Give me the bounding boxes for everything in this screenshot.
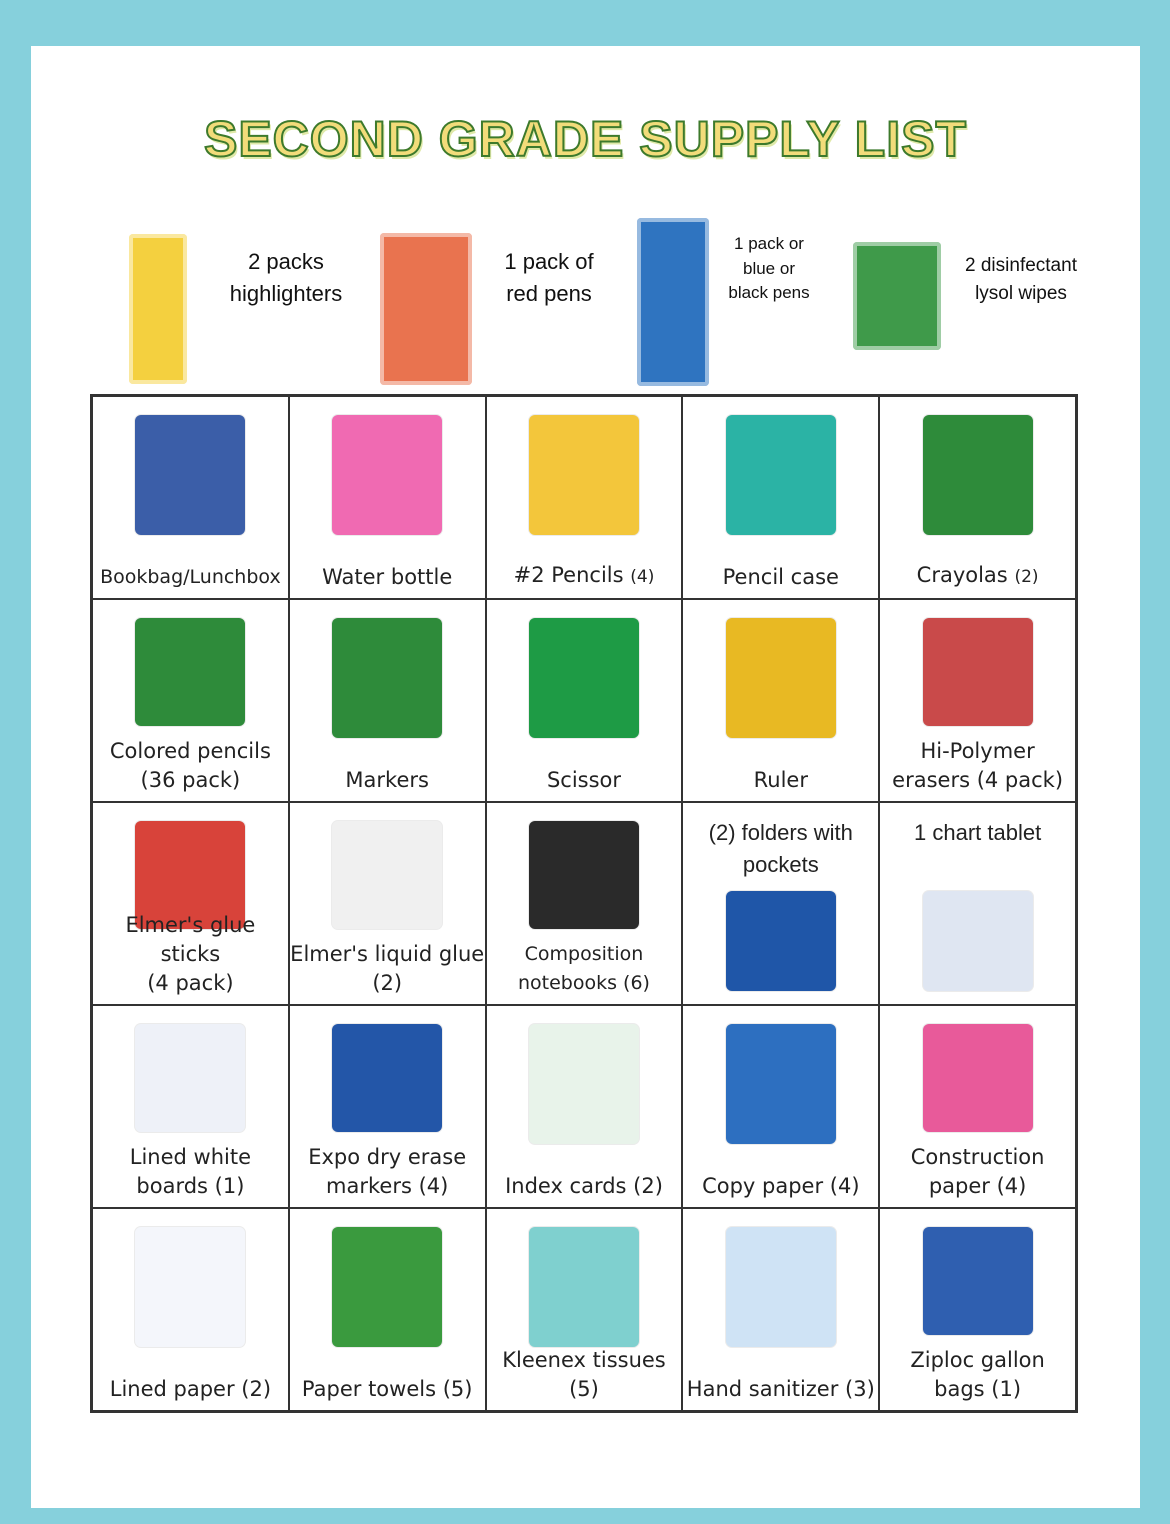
whiteboard-icon [135, 1024, 245, 1132]
top-item-label [216, 246, 356, 310]
label-text: boards (1) [136, 1174, 245, 1198]
backpack-icon [135, 415, 245, 535]
supply-cell [289, 1005, 486, 1208]
colored-pencils-icon [135, 618, 245, 726]
label-line [93, 1143, 288, 1172]
label-line [880, 1375, 1075, 1404]
erasers-icon [923, 618, 1033, 726]
hand-sanitizer-icon [726, 1227, 836, 1347]
label-line: 1 pack of [504, 249, 594, 274]
supply-label [487, 1172, 682, 1201]
top-item-label [956, 252, 1086, 307]
label-line [93, 911, 288, 969]
label-line [487, 1172, 682, 1201]
supply-cell [289, 1208, 486, 1411]
label-text: markers (4) [326, 1174, 449, 1198]
label-text: Paper towels (5) [301, 1377, 473, 1401]
label-line [880, 766, 1075, 795]
label-line [880, 737, 1075, 766]
supply-cell [92, 1005, 289, 1208]
label-text: Lined paper (2) [109, 1377, 272, 1401]
label-line [683, 1172, 878, 1201]
label-line [93, 766, 288, 795]
label-line [880, 1143, 1075, 1172]
crayons-icon [923, 415, 1033, 535]
label-line [683, 849, 878, 881]
highlighters-icon [129, 234, 187, 384]
supply-cell [682, 802, 879, 1005]
supply-label [487, 940, 682, 998]
supply-cell [682, 396, 879, 599]
label-text: Water bottle [322, 565, 453, 589]
label-line: 2 packs [248, 249, 324, 274]
black-pens-icon [637, 218, 709, 386]
supply-cell [682, 1208, 879, 1411]
label-text: Hand sanitizer (3) [686, 1377, 875, 1401]
supply-label [290, 766, 485, 795]
supply-label [487, 1346, 682, 1404]
label-text: Pencil case [722, 565, 839, 589]
label-line [290, 1375, 485, 1404]
supply-label [93, 737, 288, 795]
label-text: Kleenex tissues (5) [502, 1348, 666, 1401]
supply-label [683, 1172, 878, 1201]
tissues-icon [529, 1227, 639, 1347]
label-line [93, 1172, 288, 1201]
supply-label [880, 737, 1075, 795]
label-text: Markers [345, 768, 429, 792]
paper-towels-icon [332, 1227, 442, 1347]
ziploc-bags-icon [923, 1227, 1033, 1335]
label-line: highlighters [229, 280, 343, 306]
supply-label [487, 561, 682, 592]
label-line: 1 pack or [734, 234, 804, 253]
label-line [487, 969, 682, 998]
quantity: (4) [630, 567, 655, 587]
supply-cell [486, 1005, 683, 1208]
supply-cell [486, 396, 683, 599]
page-title: SECOND GRADE SUPPLY LIST [203, 111, 968, 167]
label-line [93, 563, 288, 592]
supply-label [290, 1143, 485, 1201]
supply-label [880, 817, 1075, 849]
supply-label [93, 563, 288, 592]
supply-cell [486, 599, 683, 802]
supply-grid [90, 394, 1078, 1413]
quantity: (2) [1014, 567, 1039, 587]
label-line [880, 817, 1075, 849]
label-text: (2) folders with [708, 820, 853, 845]
chart-tablet-icon [923, 891, 1033, 991]
expo-markers-icon [332, 1024, 442, 1132]
label-line [683, 766, 878, 795]
label-line [290, 1143, 485, 1172]
label-line: blue or [743, 258, 795, 278]
supply-cell [682, 599, 879, 802]
scissors-icon [529, 618, 639, 738]
label-line: lysol wipes [975, 282, 1067, 304]
label-text: Bookbag/Lunchbox [100, 566, 281, 588]
supply-label [290, 563, 485, 592]
label-line: black pens [728, 283, 810, 303]
label-text: notebooks (6) [518, 972, 650, 994]
label-text: Ruler [753, 768, 808, 792]
label-text: (2) [372, 971, 403, 995]
pencils-icon [529, 415, 639, 535]
top-item-label [714, 232, 824, 306]
label-text: Elmer's liquid glue [290, 942, 485, 966]
supply-label [290, 940, 485, 998]
composition-notebook-icon [529, 821, 639, 929]
label-text: Elmer's glue sticks [125, 913, 256, 966]
supply-cell [486, 1208, 683, 1411]
label-text: Construction [910, 1145, 1045, 1169]
label-line [290, 1172, 485, 1201]
label-text: 1 chart tablet [914, 820, 1042, 845]
supply-cell [92, 396, 289, 599]
supply-label [683, 1375, 878, 1404]
supply-label [683, 563, 878, 592]
label-line [487, 561, 682, 592]
supply-cell [92, 599, 289, 802]
label-line [880, 1172, 1075, 1201]
label-line [683, 563, 878, 592]
supply-cell [486, 802, 683, 1005]
label-line [93, 1375, 288, 1404]
label-line [487, 766, 682, 795]
label-line [487, 940, 682, 969]
label-text: erasers (4 pack) [892, 768, 1064, 792]
flyer-page [31, 46, 1140, 1508]
markers-icon [332, 618, 442, 738]
supply-label [93, 1143, 288, 1201]
label-line [93, 737, 288, 766]
top-item-label [489, 246, 609, 310]
label-text: Lined white [129, 1145, 252, 1169]
supply-label [93, 911, 288, 998]
supply-cell [879, 599, 1076, 802]
index-cards-icon [529, 1024, 639, 1144]
supply-cell [879, 1005, 1076, 1208]
label-line [290, 766, 485, 795]
water-bottle-icon [332, 415, 442, 535]
label-line: red pens [506, 280, 592, 306]
liquid-glue-icon [332, 821, 442, 929]
lined-paper-icon [135, 1227, 245, 1347]
label-line [93, 969, 288, 998]
label-text: Expo dry erase [308, 1145, 467, 1169]
supply-label [683, 766, 878, 795]
folder-icon [726, 891, 836, 991]
label-text: Scissor [546, 768, 622, 792]
label-text: #2 Pencils [513, 563, 624, 587]
supply-label [880, 1143, 1075, 1201]
label-line [880, 561, 1075, 592]
label-line [290, 563, 485, 592]
label-line [683, 817, 878, 849]
construction-paper-icon [923, 1024, 1033, 1132]
supply-cell [879, 396, 1076, 599]
supply-cell [92, 1208, 289, 1411]
label-text: paper (4) [928, 1174, 1027, 1198]
disinfectant-wipes-icon [853, 242, 941, 350]
supply-cell [289, 802, 486, 1005]
label-line [290, 940, 485, 969]
red-pens-icon [380, 233, 472, 385]
supply-cell [682, 1005, 879, 1208]
supply-cell [879, 802, 1076, 1005]
label-text: Hi-Polymer [920, 739, 1035, 763]
ruler-icon [726, 618, 836, 738]
copy-paper-icon [726, 1024, 836, 1144]
supply-cell [879, 1208, 1076, 1411]
supply-label [93, 1375, 288, 1404]
label-text: Composition [524, 943, 644, 965]
label-line: 2 disinfectant [965, 255, 1077, 276]
label-text: Copy paper (4) [702, 1174, 860, 1198]
supply-cell [92, 802, 289, 1005]
label-text: Ziploc gallon [910, 1348, 1045, 1372]
supply-cell [289, 396, 486, 599]
label-line [487, 1346, 682, 1404]
pencil-case-icon [726, 415, 836, 535]
supply-label [290, 1375, 485, 1404]
supply-label [880, 1346, 1075, 1404]
label-text: Colored pencils [109, 739, 271, 763]
supply-label [880, 561, 1075, 592]
label-text: pockets [742, 852, 819, 877]
supply-label [683, 817, 878, 881]
label-text: (36 pack) [140, 768, 241, 792]
label-line [683, 1375, 878, 1404]
label-line [290, 969, 485, 998]
label-text: bags (1) [934, 1377, 1022, 1401]
supply-cell [289, 599, 486, 802]
label-text: (4 pack) [147, 971, 234, 995]
label-text: Index cards (2) [505, 1174, 663, 1198]
label-line [880, 1346, 1075, 1375]
supply-label [487, 766, 682, 795]
label-text: Crayolas [916, 563, 1008, 587]
